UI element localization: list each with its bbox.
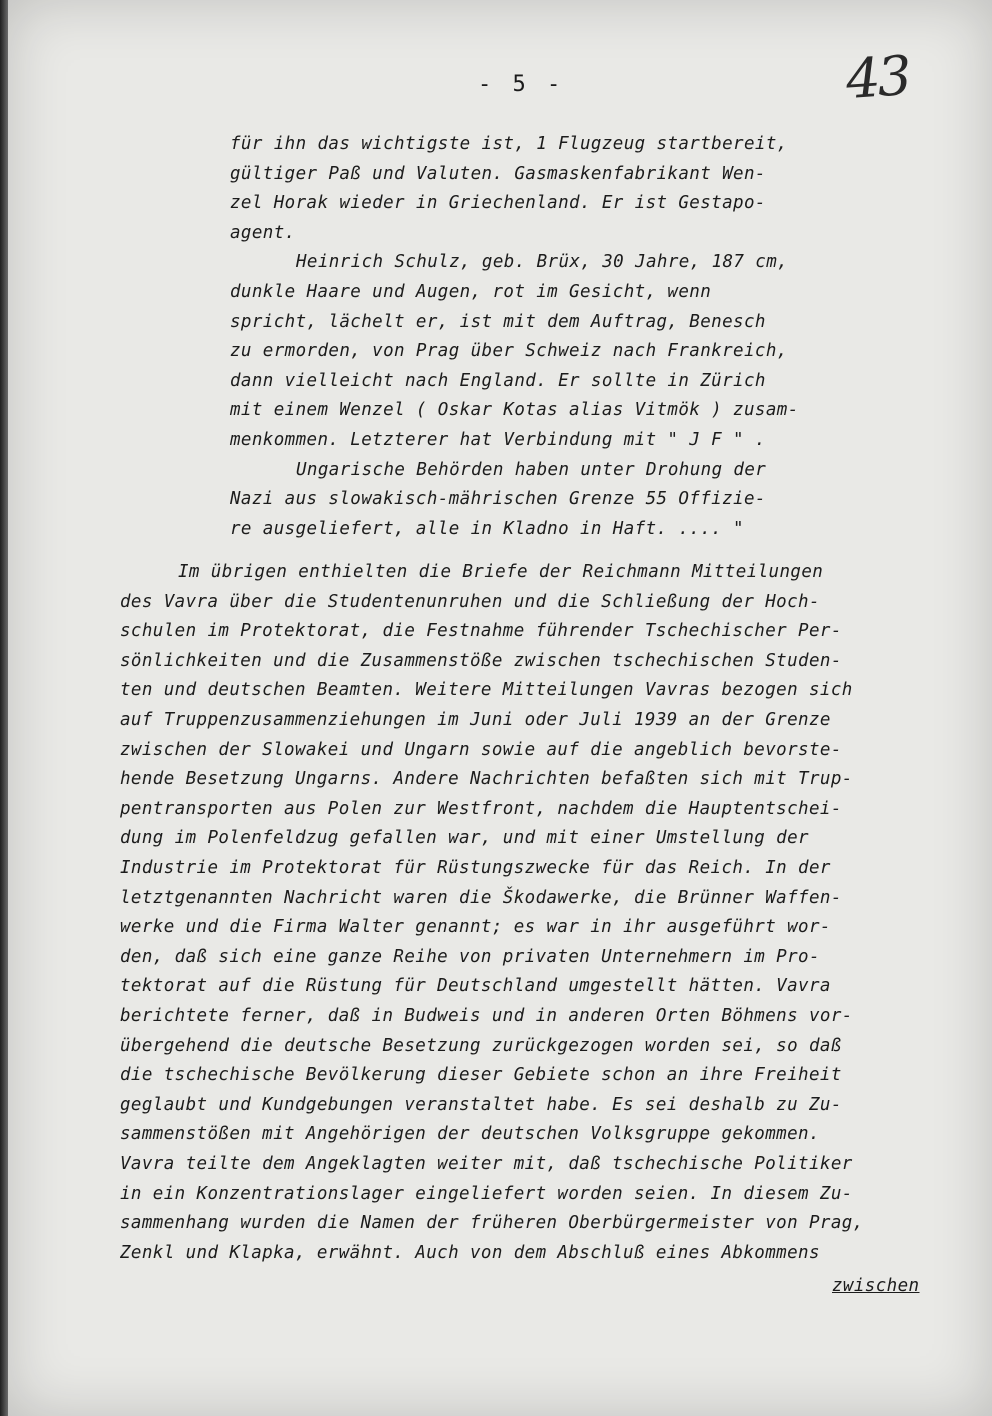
quote-line: Heinrich Schulz, geb. Brüx, 30 Jahre, 187 cm, xyxy=(296,252,789,273)
body-line: den, daß sich eine ganze Reihe von privaten Unternehmern im Pro- xyxy=(120,946,820,967)
quote-line: für ihn das wichtigste ist, 1 Flugzeug startbereit, xyxy=(230,134,788,154)
quote-line: menkommen. Letzterer hat Verbindung mit " J F " . xyxy=(230,430,766,450)
quote-line: mit einem Wenzel ( Oskar Kotas alias Vitmök ) zusam- xyxy=(230,400,799,421)
body-line: tektorat auf die Rüstung für Deutschland umgestellt hätten. Vavra xyxy=(120,976,831,997)
body-line: zwischen der Slowakei und Ungarn sowie auf die angeblich bevorste- xyxy=(120,739,842,760)
quote-line: dunkle Haare und Augen, rot im Gesicht, wenn xyxy=(230,282,712,302)
body-line: ten und deutschen Beamten. Weitere Mitteilungen Vavras bezogen sich xyxy=(120,680,853,701)
body-line: hende Besetzung Ungarns. Andere Nachrichten befaßten sich mit Trup- xyxy=(120,769,853,790)
body-line: die tschechische Bevölkerung dieser Gebiete schon an ihre Freiheit xyxy=(120,1065,842,1086)
body-line: übergehend die deutsche Besetzung zurückgezogen worden sei, so daß xyxy=(120,1035,842,1056)
body-line: letztgenannten Nachricht waren die Škodawerke, die Brünner Waffen- xyxy=(120,887,842,908)
quote-line: re ausgeliefert, alle in Kladno in Haft. .... " xyxy=(230,518,744,539)
body-line: geglaubt und Kundgebungen veranstaltet habe. Es sei deshalb zu Zu- xyxy=(120,1094,842,1115)
body-line: Industrie im Protektorat für Rüstungszwecke für das Reich. In der xyxy=(120,858,831,878)
body-line: sammenhang wurden die Namen der früheren Oberbürgermeister von Prag, xyxy=(120,1213,864,1234)
page-number: - 5 - xyxy=(478,72,565,97)
body-line: schulen im Protektorat, die Festnahme führender Tschechischer Per- xyxy=(120,621,842,642)
body-line: sammenstößen mit Angehörigen der deutschen Volksgruppe gekommen. xyxy=(120,1124,820,1145)
body-line: Im übrigen enthielten die Briefe der Reichmann Mitteilungen xyxy=(178,562,824,582)
quote-line: Ungarische Behörden haben unter Drohung der xyxy=(296,459,767,480)
body-line: pentransporten aus Polen zur Westfront, nachdem die Hauptentschei- xyxy=(120,798,842,819)
body-line: Vavra teilte dem Angeklagten weiter mit, daß tschechische Politiker xyxy=(120,1154,853,1174)
quote-line: gültiger Paß und Valuten. Gasmaskenfabrikant Wen- xyxy=(230,163,766,184)
quote-line: zu ermorden, von Prag über Schweiz nach Frankreich, xyxy=(230,341,788,362)
quote-line: spricht, lächelt er, ist mit dem Auftrag, Benesch xyxy=(230,311,766,332)
quote-line: Nazi aus slowakisch-mährischen Grenze 55 Offizie- xyxy=(230,489,766,510)
body-line: des Vavra über die Studentenunruhen und die Schließung der Hoch- xyxy=(120,591,820,612)
handwritten-folio-number: 43 xyxy=(843,43,911,112)
quote-line: agent. xyxy=(230,222,296,243)
body-line: in ein Konzentrationslager eingeliefert worden seien. In diesem Zu- xyxy=(120,1183,853,1204)
body-line: berichtete ferner, daß in Budweis und in anderen Orten Böhmens vor- xyxy=(120,1006,853,1026)
document-page xyxy=(8,0,992,1416)
body-line: Zenkl und Klapka, erwähnt. Auch von dem Abschluß eines Abkommens xyxy=(120,1242,820,1263)
body-line: sönlichkeiten und die Zusammenstöße zwischen tschechischen Studen- xyxy=(120,650,842,671)
body-line: dung im Polenfeldzug gefallen war, und mit einer Umstellung der xyxy=(120,828,809,849)
body-line: auf Truppenzusammenziehungen im Juni oder Juli 1939 an der Grenze xyxy=(120,710,831,730)
quote-line: dann vielleicht nach England. Er sollte in Zürich xyxy=(230,370,766,391)
body-line: werke und die Firma Walter genannt; es war in ihr ausgeführt wor- xyxy=(120,917,831,938)
page-left-edge xyxy=(0,0,8,1416)
quote-line: zel Horak wieder in Griechenland. Er ist Gestapo- xyxy=(230,193,766,214)
catchword: zwischen xyxy=(832,1276,920,1296)
